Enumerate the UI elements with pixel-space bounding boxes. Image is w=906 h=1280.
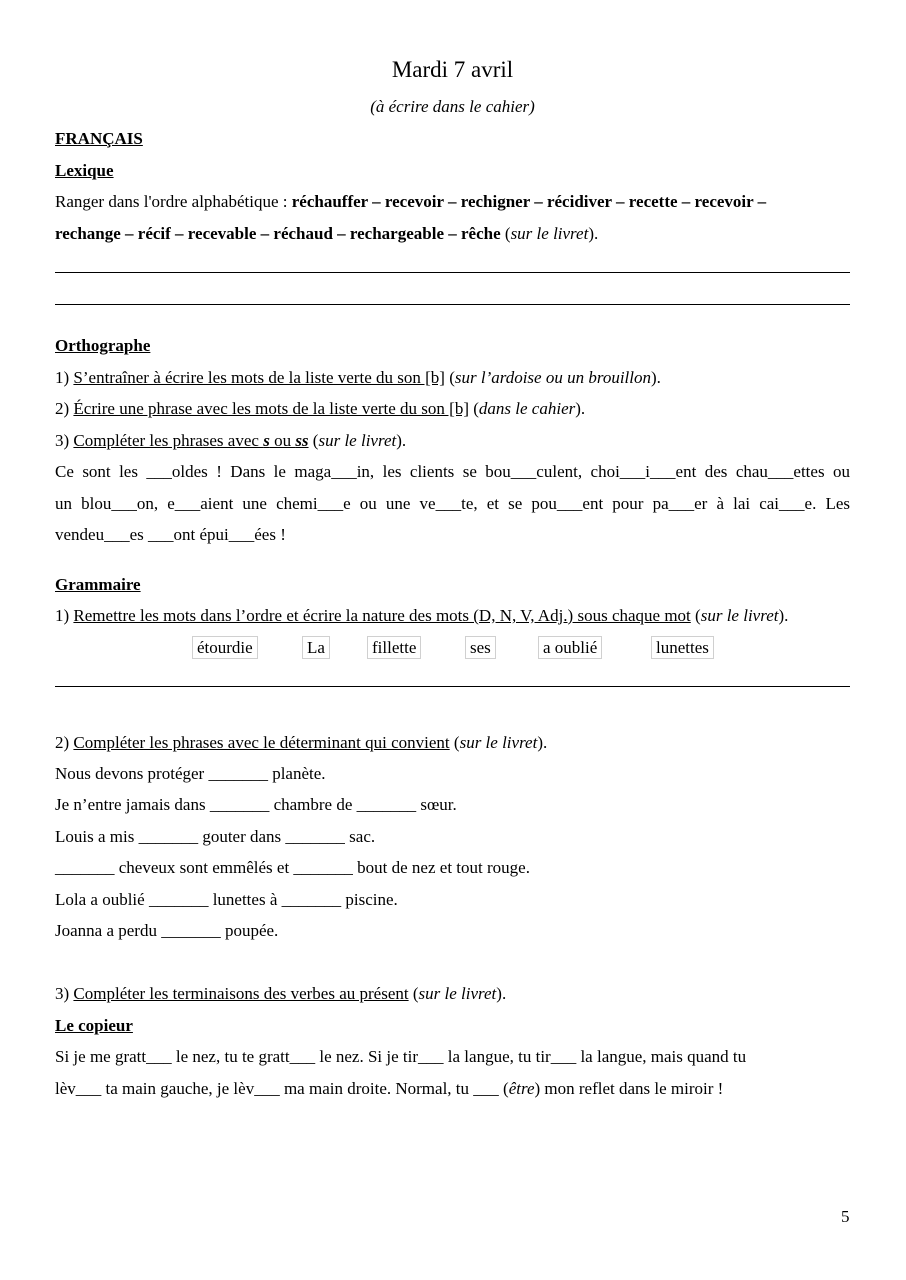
grammaire-item-3-text: Compléter les terminaisons des verbes au présent	[73, 984, 409, 1003]
page-subtitle: (à écrire dans le cahier)	[370, 97, 535, 116]
lexique-word-list-2: rechange – récif – recevable – réchaud – rechargeable – rêche	[55, 224, 501, 243]
determinant-sentence: Joanna a perdu _______ poupée.	[55, 921, 279, 940]
subheading-lexique: Lexique	[55, 161, 114, 180]
answer-line[interactable]	[55, 686, 850, 687]
orthographe-exercise-line-1: Ce sont les ___oldes ! Dans le maga___in, les clients se bou___culent, choi___i___ent des chau___ettes ou	[55, 462, 850, 481]
orthographe-item-2-text: Écrire une phrase avec les mots de la liste verte du son [b]	[73, 399, 469, 418]
lexique-instruction-continued: rechange – récif – recevable – réchaud – rechargeable – rêche (sur le livret).	[55, 224, 599, 243]
lexique-instruction-prefix: Ranger dans l'ordre alphabétique :	[55, 192, 292, 211]
section-heading-francais: FRANÇAIS	[55, 129, 143, 148]
word-tile[interactable]: ses	[465, 636, 496, 659]
lexique-instruction	[55, 191, 850, 213]
page-number: 5	[841, 1207, 850, 1226]
orthographe-item-3: 3) Compléter les phrases avec s ou ss (sur le livret).	[55, 431, 407, 450]
determinant-sentence: _______ cheveux sont emmêlés et _______ bout de nez et tout rouge.	[55, 858, 530, 877]
grammaire-item-1: 1) Remettre les mots dans l’ordre et écrire la nature des mots (D, N, V, Adj.) sous chaque mot (sur le livret).	[55, 606, 789, 625]
word-tile[interactable]: a oublié	[538, 636, 602, 659]
orthographe-item-3-text: Compléter les phrases avec s ou ss	[73, 431, 309, 450]
grammaire-item-1-text: Remettre les mots dans l’ordre et écrire la nature des mots (D, N, V, Adj.) sous chaque mot	[73, 606, 691, 625]
orthographe-item-2: 2) Écrire une phrase avec les mots de la liste verte du son [b] (dans le cahier).	[55, 399, 586, 418]
subheading-le-copieur: Le copieur	[55, 1016, 133, 1035]
lexique-word-list-1: réchauffer – recevoir – rechigner – récidiver – recette – recevoir –	[291, 192, 767, 211]
subheading-grammaire: Grammaire	[55, 575, 141, 594]
copieur-text-line-1: Si je me gratt___ le nez, tu te gratt___ le nez. Si je tir___ la langue, tu tir___ la langue, mais quand tu	[55, 1047, 747, 1066]
orthographe-item-1-text: S’entraîner à écrire les mots de la liste verte du son [b]	[73, 368, 445, 387]
word-tile[interactable]: lunettes	[651, 636, 714, 659]
determinant-sentence: Lola a oublié _______ lunettes à _______ piscine.	[55, 890, 398, 909]
word-tile[interactable]: étourdie	[192, 636, 258, 659]
answer-line[interactable]	[55, 304, 850, 305]
determinant-sentence: Louis a mis _______ gouter dans _______ sac.	[55, 827, 376, 846]
grammaire-item-2-text: Compléter les phrases avec le déterminant qui convient	[73, 733, 450, 752]
page-title: Mardi 7 avril	[391, 57, 514, 82]
word-tile[interactable]: La	[302, 636, 330, 659]
copieur-text-line-2: lèv___ ta main gauche, je lèv___ ma main droite. Normal, tu ___ (être) mon reflet dans le miroir !	[55, 1079, 724, 1098]
orthographe-item-1: 1) S’entraîner à écrire les mots de la liste verte du son [b] (sur l’ardoise ou un brouillon).	[55, 368, 661, 387]
orthographe-exercise-line-2: un blou___on, e___aient une chemi___e ou une ve___te, et se pou___ent pour pa___er à lai cai___e. Les	[55, 494, 850, 513]
determinant-sentence: Je n’entre jamais dans _______ chambre de _______ sœur.	[55, 795, 457, 814]
determinant-sentence: Nous devons protéger _______ planète.	[55, 764, 326, 783]
lexique-location: sur le livret	[510, 224, 589, 243]
grammaire-item-3: 3) Compléter les terminaisons des verbes au présent (sur le livret).	[55, 984, 507, 1003]
grammaire-item-2: 2) Compléter les phrases avec le déterminant qui convient (sur le livret).	[55, 733, 548, 752]
orthographe-exercise-line-3: vendeu___es ___ont épui___ées !	[55, 525, 286, 544]
answer-line[interactable]	[55, 272, 850, 273]
word-tile[interactable]: fillette	[367, 636, 421, 659]
copieur-verb: être	[508, 1079, 535, 1098]
subheading-orthographe: Orthographe	[55, 336, 151, 355]
